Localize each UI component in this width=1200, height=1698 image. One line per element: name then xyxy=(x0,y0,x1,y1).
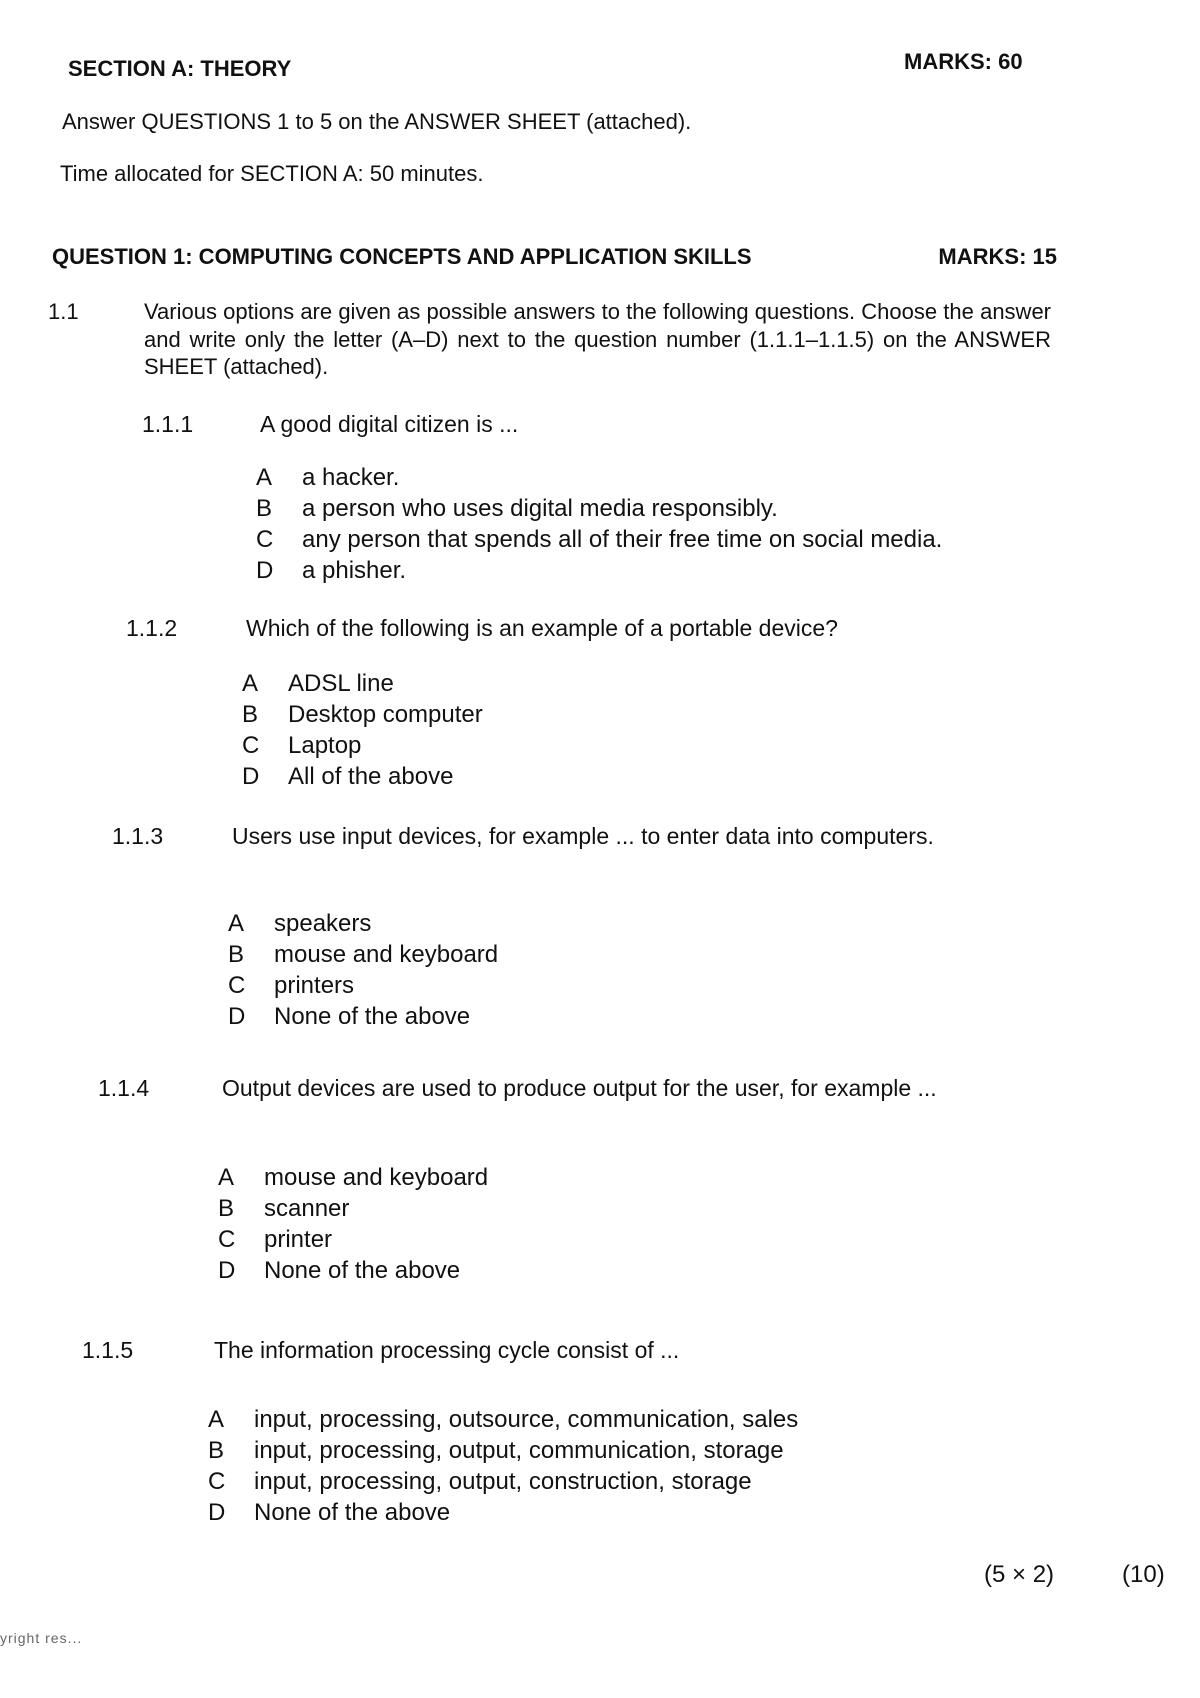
option-text: speakers xyxy=(274,910,372,937)
option-letter: A xyxy=(242,670,259,697)
option-letter: D xyxy=(228,1003,246,1030)
option xyxy=(228,939,928,970)
marks-breakdown: (5 × 2) xyxy=(984,1561,1055,1588)
option-text: Laptop xyxy=(288,732,362,759)
option xyxy=(228,970,928,1001)
option xyxy=(218,1255,918,1286)
option xyxy=(242,761,942,792)
option-text: a hacker. xyxy=(302,464,400,491)
option xyxy=(256,524,1076,555)
section-marks: MARKS: 60 xyxy=(904,49,1023,74)
option-letter: C xyxy=(242,732,260,759)
option-list xyxy=(228,908,928,1032)
option-list xyxy=(256,462,1076,586)
question-number: 1.1.4 xyxy=(98,1075,150,1101)
question-number: 1.1.3 xyxy=(112,823,164,849)
question-number: 1.1.2 xyxy=(126,615,178,641)
option xyxy=(256,493,1076,524)
option-text: a person who uses digital media responsibly. xyxy=(302,495,778,522)
section-title: SECTION A: THEORY xyxy=(68,56,292,81)
question-text: Output devices are used to produce output for the user, for example ... xyxy=(222,1075,937,1101)
option-letter: A xyxy=(218,1164,235,1191)
option xyxy=(242,699,942,730)
option-text: a phisher. xyxy=(302,557,407,584)
question-1-marks: MARKS: 15 xyxy=(938,244,1057,269)
option-letter: A xyxy=(228,910,245,937)
option xyxy=(256,462,1076,493)
option-text: ADSL line xyxy=(288,670,394,697)
option-letter: B xyxy=(256,495,273,522)
option-letter: A xyxy=(208,1406,225,1433)
question-number: 1.1.1 xyxy=(142,411,194,437)
option xyxy=(228,1001,928,1032)
option-text: printers xyxy=(274,972,355,999)
option-letter: B xyxy=(242,701,259,728)
option-letter: D xyxy=(208,1499,226,1526)
option xyxy=(242,668,942,699)
answer-instruction: Answer QUESTIONS 1 to 5 on the ANSWER SHEET (attached). xyxy=(62,109,692,134)
option xyxy=(228,908,928,939)
option-letter: B xyxy=(228,941,245,968)
question-text: Users use input devices, for example ... to enter data into computers. xyxy=(232,823,934,849)
option-letter: A xyxy=(256,464,273,491)
subquestion-instruction: Various options are given as possible answers to the following questions. Choose the answer and write only the letter (A–D) next to the question number (1.1.1–1.1.5) on the ANSWER SHEET (attached). xyxy=(144,299,1051,379)
option-letter: D xyxy=(256,557,274,584)
option-list xyxy=(242,668,942,792)
option-letter: C xyxy=(218,1226,236,1253)
question-1-title: QUESTION 1: COMPUTING CONCEPTS AND APPLICATION SKILLS xyxy=(52,244,752,269)
option-list xyxy=(208,1404,1068,1528)
question-text: A good digital citizen is ... xyxy=(260,411,519,437)
option-text: any person that spends all of their free time on social media. xyxy=(302,526,943,553)
option-text: input, processing, outsource, communication, sales xyxy=(254,1406,799,1433)
option-text: printer xyxy=(264,1226,333,1253)
option xyxy=(242,730,942,761)
option-text: All of the above xyxy=(288,763,454,790)
question-1-heading xyxy=(52,243,1057,271)
option xyxy=(208,1435,1068,1466)
option xyxy=(208,1466,1068,1497)
option-letter: B xyxy=(208,1437,225,1464)
time-allocation: Time allocated for SECTION A: 50 minutes. xyxy=(60,161,484,186)
option-list xyxy=(218,1162,918,1286)
option-text: input, processing, output, communication, storage xyxy=(254,1437,784,1464)
option xyxy=(218,1193,918,1224)
option-letter: C xyxy=(256,526,274,553)
option-text: None of the above xyxy=(264,1257,461,1284)
option xyxy=(218,1224,918,1255)
option-text: Desktop computer xyxy=(288,701,483,728)
option-text: mouse and keyboard xyxy=(264,1164,489,1191)
question-text: The information processing cycle consist of ... xyxy=(214,1337,680,1363)
option-letter: D xyxy=(242,763,260,790)
option-text: None of the above xyxy=(274,1003,471,1030)
scan-fragment: yright res... xyxy=(0,1630,83,1646)
option xyxy=(208,1497,1068,1528)
option-text: mouse and keyboard xyxy=(274,941,499,968)
option xyxy=(208,1404,1068,1435)
option xyxy=(256,555,1076,586)
option-letter: B xyxy=(218,1195,235,1222)
question-text: Which of the following is an example of a portable device? xyxy=(246,615,838,641)
option-letter: C xyxy=(228,972,246,999)
option-text: input, processing, output, construction, storage xyxy=(254,1468,752,1495)
marks-total: (10) xyxy=(1122,1561,1165,1588)
option-text: scanner xyxy=(264,1195,350,1222)
option-letter: D xyxy=(218,1257,236,1284)
option-letter: C xyxy=(208,1468,226,1495)
subquestion-number: 1.1 xyxy=(48,299,79,324)
option-text: None of the above xyxy=(254,1499,451,1526)
option xyxy=(218,1162,918,1193)
question-number: 1.1.5 xyxy=(82,1337,134,1363)
